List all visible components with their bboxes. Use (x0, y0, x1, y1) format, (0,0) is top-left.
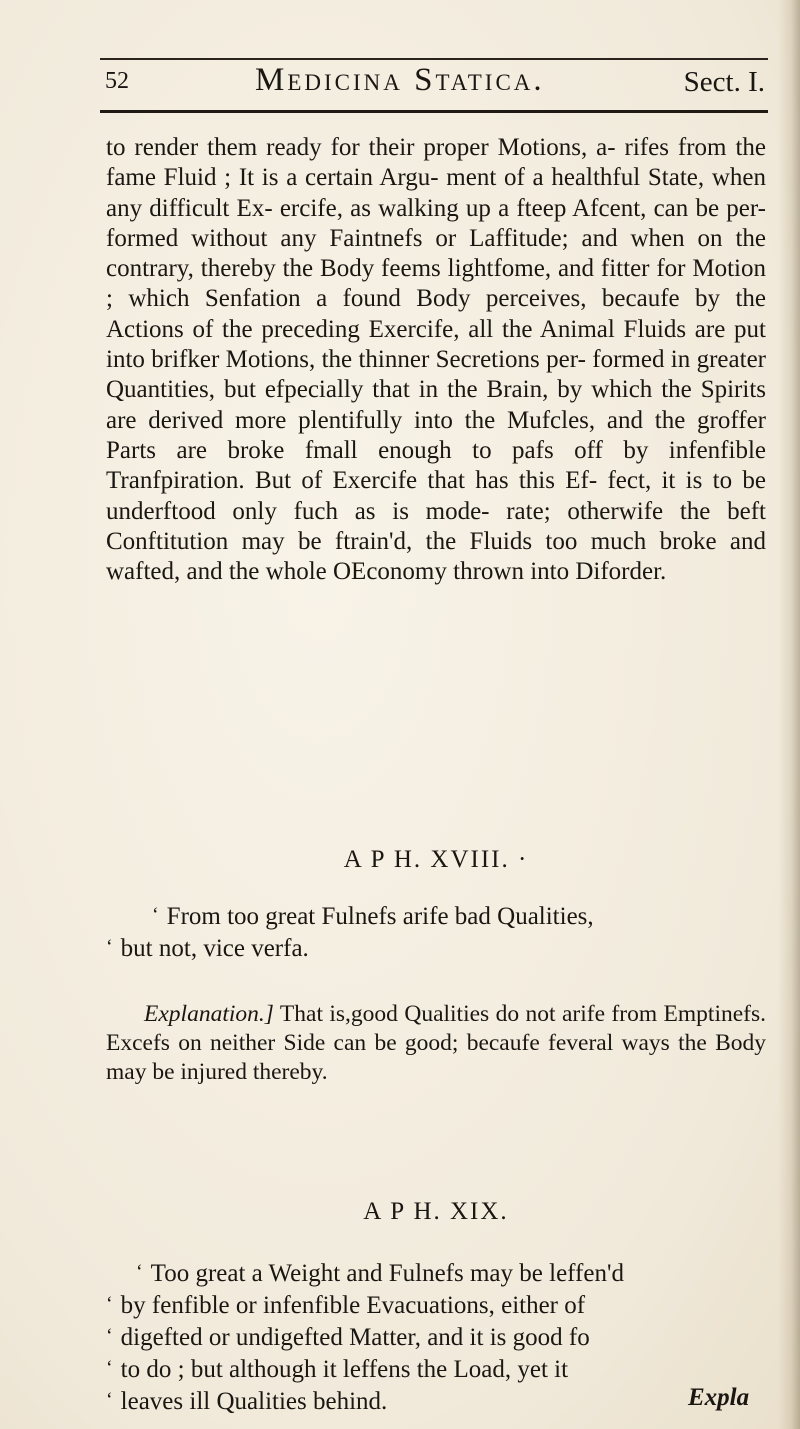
quote-mark: ‘ (106, 1357, 113, 1379)
aphorism-heading-18: A P H. XVIII. · (343, 846, 529, 873)
quote-mark: ‘ (152, 904, 159, 926)
body-paragraph: to render them ready for their proper Motions, a- rifes from the fame Fluid ; It is a certain Argu- ment of a healthful State, when any difficult Ex- ercife, as walking up a fteep Afcent, can be per- formed without any Faintnefs or Laffitude; and when on the contrary, thereby the Body feems lightfome, and fitter for Motion ; which Senfation a found Body perceives, becaufe by the Actions of the preceding Exercife, all the Animal Fluids are put into brifker Motions, the thinner Secretions per- formed in greater Quantities, but efpecially that in the Brain, by which the Spirits are derived more plentifully into the Mufcles, and the groffer Parts are broke fmall enough to pafs off by infenfible Tranfpiration. But of Exercife that has this Ef- fect, it is to be underftood only fuch as is mode- rate; otherwife the beft Conftitution may be ftrain'd, the Fluids too much broke and wafted, and the whole OEconomy thrown into Diforder. (106, 134, 766, 586)
aphorism-line: ‘ Too great a Weight and Fulnefs may be leffen'd (136, 1260, 624, 1287)
header-rule (100, 110, 768, 113)
page-number: 52 (105, 68, 129, 94)
page-shadow-edge (778, 0, 800, 1429)
running-title: Medicina Statica. (255, 62, 545, 98)
aphorism-line: ‘ by fenfible or infenfible Evacuations, either of (106, 1292, 586, 1319)
aphorism-19 (106, 1257, 766, 1417)
quote-mark: ‘ (106, 1389, 113, 1411)
aphorism-line: ‘ to do ; but although it leffens the Load, yet it (106, 1356, 569, 1383)
section-reference: Sect. I. (683, 66, 765, 98)
quote-mark: ‘ (106, 1325, 113, 1347)
aphorism-line: ‘ digefted or undigefted Matter, and it is good fo (106, 1324, 590, 1351)
aphorism-line: ‘ but not, vice verfa. (106, 935, 309, 962)
page-header (105, 62, 765, 106)
aphorism-heading-19: A P H. XIX. (363, 1198, 509, 1225)
explanation-label: Explanation.] (144, 1001, 274, 1027)
catchword: Expla (688, 1384, 750, 1411)
aphorism-18 (106, 900, 766, 964)
quote-mark: ‘ (106, 1293, 113, 1315)
explanation-18 (106, 1000, 766, 1087)
top-rule (100, 58, 768, 60)
quote-mark: ‘ (136, 1261, 143, 1283)
aphorism-line: ‘ From too great Fulnefs arife bad Qualities, (152, 903, 594, 930)
quote-mark: ‘ (106, 936, 113, 958)
explanation-text: That is,good Qualities do not arife from Emptinefs. Excefs on neither Side can be good; becaufe feveral ways the Body may be injured thereby. (106, 1001, 766, 1085)
aphorism-line: ‘ leaves ill Qualities behind. (106, 1388, 388, 1415)
